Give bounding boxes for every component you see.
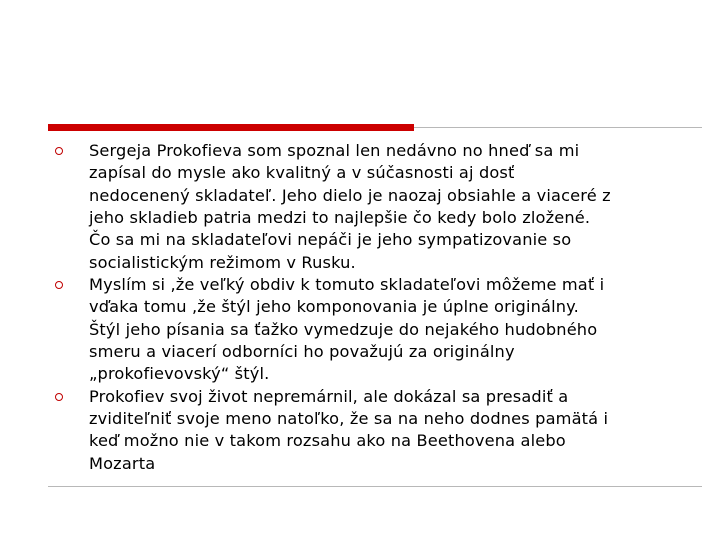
bullet-text-3 — [89, 386, 720, 475]
text-line: nedocenený skladateľ. Jeho dielo je naozaj obsiahle a viaceré z — [89, 185, 611, 205]
text-line: jeho skladieb patria medzi to najlepšie čo kedy bolo zložené. — [89, 208, 591, 228]
bullet-item-2 — [0, 274, 720, 386]
text-line: Čo sa mi na skladateľovi nepáči je jeho sympatizovanie so — [89, 230, 572, 250]
slide-body — [0, 140, 720, 475]
text-line: zviditeľniť svoje meno natoľko, že sa na neho dodnes pamätá i — [89, 409, 609, 429]
hollow-circle-bullet-icon — [55, 393, 63, 401]
text-line: Štýl jeho písania sa ťažko vymedzuje do nejakého hudobného — [89, 319, 598, 339]
text-line: „prokofievovský“ štýl. — [89, 364, 270, 384]
bullet-item-1 — [0, 140, 720, 274]
top-accent-bar — [48, 124, 414, 131]
text-line: Myslím si ,že veľký obdiv k tomuto skladateľovi môžeme mať i — [89, 275, 605, 295]
text-line: keď možno nie v takom rozsahu ako na Beethovena alebo — [89, 431, 566, 451]
bullet-text-2 — [89, 274, 720, 386]
text-line: vďaka tomu ,že štýl jeho komponovania je úplne originálny. — [89, 297, 579, 317]
text-line: smeru a viacerí odborníci ho považujú za originálny — [89, 342, 515, 362]
text-line: Prokofiev svoj život nepremárnil, ale dokázal sa presadiť a — [89, 386, 569, 406]
bottom-divider-line — [48, 486, 702, 487]
text-line: Sergeja Prokofieva som spoznal len nedávno no hneď sa mi — [89, 141, 580, 160]
hollow-circle-bullet-icon — [55, 147, 63, 155]
bullet-item-3 — [0, 386, 720, 475]
hollow-circle-bullet-icon — [55, 281, 63, 289]
text-line: socialistickým režimom v Rusku. — [89, 252, 356, 272]
text-line: zapísal do mysle ako kvalitný a v súčasnosti aj dosť — [89, 163, 515, 183]
text-line: Mozarta — [89, 453, 156, 473]
bullet-text-1 — [89, 140, 720, 274]
